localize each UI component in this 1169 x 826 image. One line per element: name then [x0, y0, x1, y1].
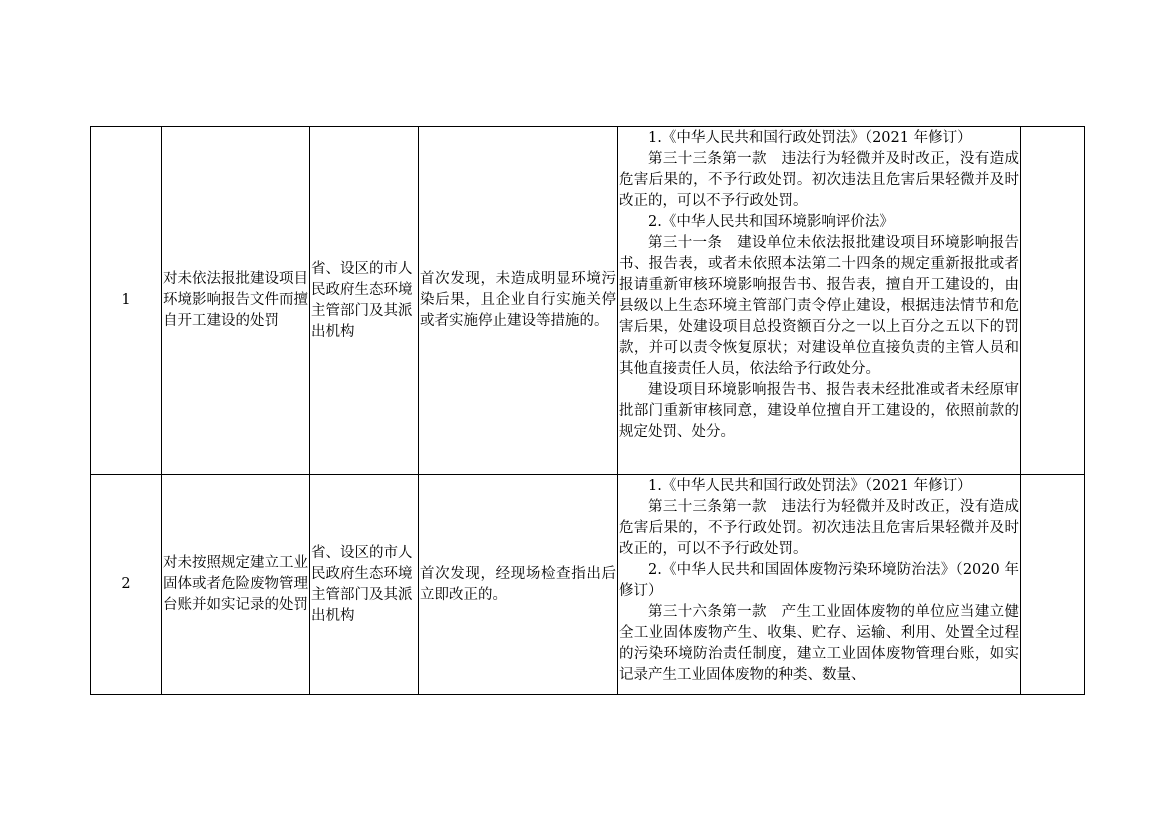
- basis-paragraph: 2.《中华人民共和国固体废物污染环境防治法》（2020 年修订）: [619, 562, 1019, 599]
- violation-item: 对未依法报批建设项目环境影响报告文件而擅自开工建设的处罚: [162, 127, 310, 475]
- row-number: 2: [91, 475, 162, 695]
- basis-paragraph: 1.《中华人民共和国行政处罚法》（2021 年修订）: [648, 130, 972, 146]
- legal-basis: [618, 475, 1021, 695]
- exemption-condition: 首次发现，经现场检查指出后立即改正的。: [419, 475, 618, 695]
- basis-paragraph: 1.《中华人民共和国行政处罚法》（2021 年修订）: [648, 478, 972, 494]
- table-row: [91, 475, 1085, 695]
- basis-paragraph: 第三十三条第一款 违法行为轻微并及时改正，没有造成危害后果的，不予行政处罚。初次违法且危害后果轻微并及时改正的，可以不予行政处罚。: [619, 499, 1019, 557]
- basis-paragraph: 第三十三条第一款 违法行为轻微并及时改正，没有造成危害后果的，不予行政处罚。初次违法且危害后果轻微并及时改正的，可以不予行政处罚。: [619, 151, 1019, 209]
- table-row: [91, 127, 1085, 475]
- basis-paragraph: 2.《中华人民共和国环境影响评价法》: [648, 214, 894, 230]
- enforcement-agency: 省、设区的市人民政府生态环境主管部门及其派出机构: [310, 475, 419, 695]
- exemption-condition: 首次发现，未造成明显环境污染后果，且企业自行实施关停或者实施停止建设等措施的。: [419, 127, 618, 475]
- basis-paragraph: 第三十六条第一款 产生工业固体废物的单位应当建立健全工业固体废物产生、收集、贮存、运输、利用、处置全过程的污染环境防治责任制度，建立工业固体废物管理台账，如实记录产生工业固体废物的种类、数量、: [619, 604, 1019, 683]
- legal-basis: [618, 127, 1021, 475]
- basis-paragraph: 建设项目环境影响报告书、报告表未经批准或者未经原审批部门重新审核同意，建设单位擅自开工建设的，依照前款的规定处罚、处分。: [619, 382, 1019, 440]
- violation-item: 对未按照规定建立工业固体或者危险废物管理台账并如实记录的处罚: [162, 475, 310, 695]
- enforcement-table: [90, 126, 1085, 695]
- row-number: 1: [91, 127, 162, 475]
- remark: [1021, 475, 1085, 695]
- remark: [1021, 127, 1085, 475]
- enforcement-agency: 省、设区的市人民政府生态环境主管部门及其派出机构: [310, 127, 419, 475]
- basis-paragraph: 第三十一条 建设单位未依法报批建设项目环境影响报告书、报告表，或者未依照本法第二十四条的规定重新报批或者报请重新审核环境影响报告书、报告表，擅自开工建设的，由县级以上生态环境主管部门责令停止建设，根据违法情节和危害后果，处建设项目总投资额百分之一以上百分之五以下的罚款，并可以责令恢复原状；对建设单位直接负责的主管人员和其他直接责任人员，依法给予行政处分。: [619, 235, 1019, 377]
